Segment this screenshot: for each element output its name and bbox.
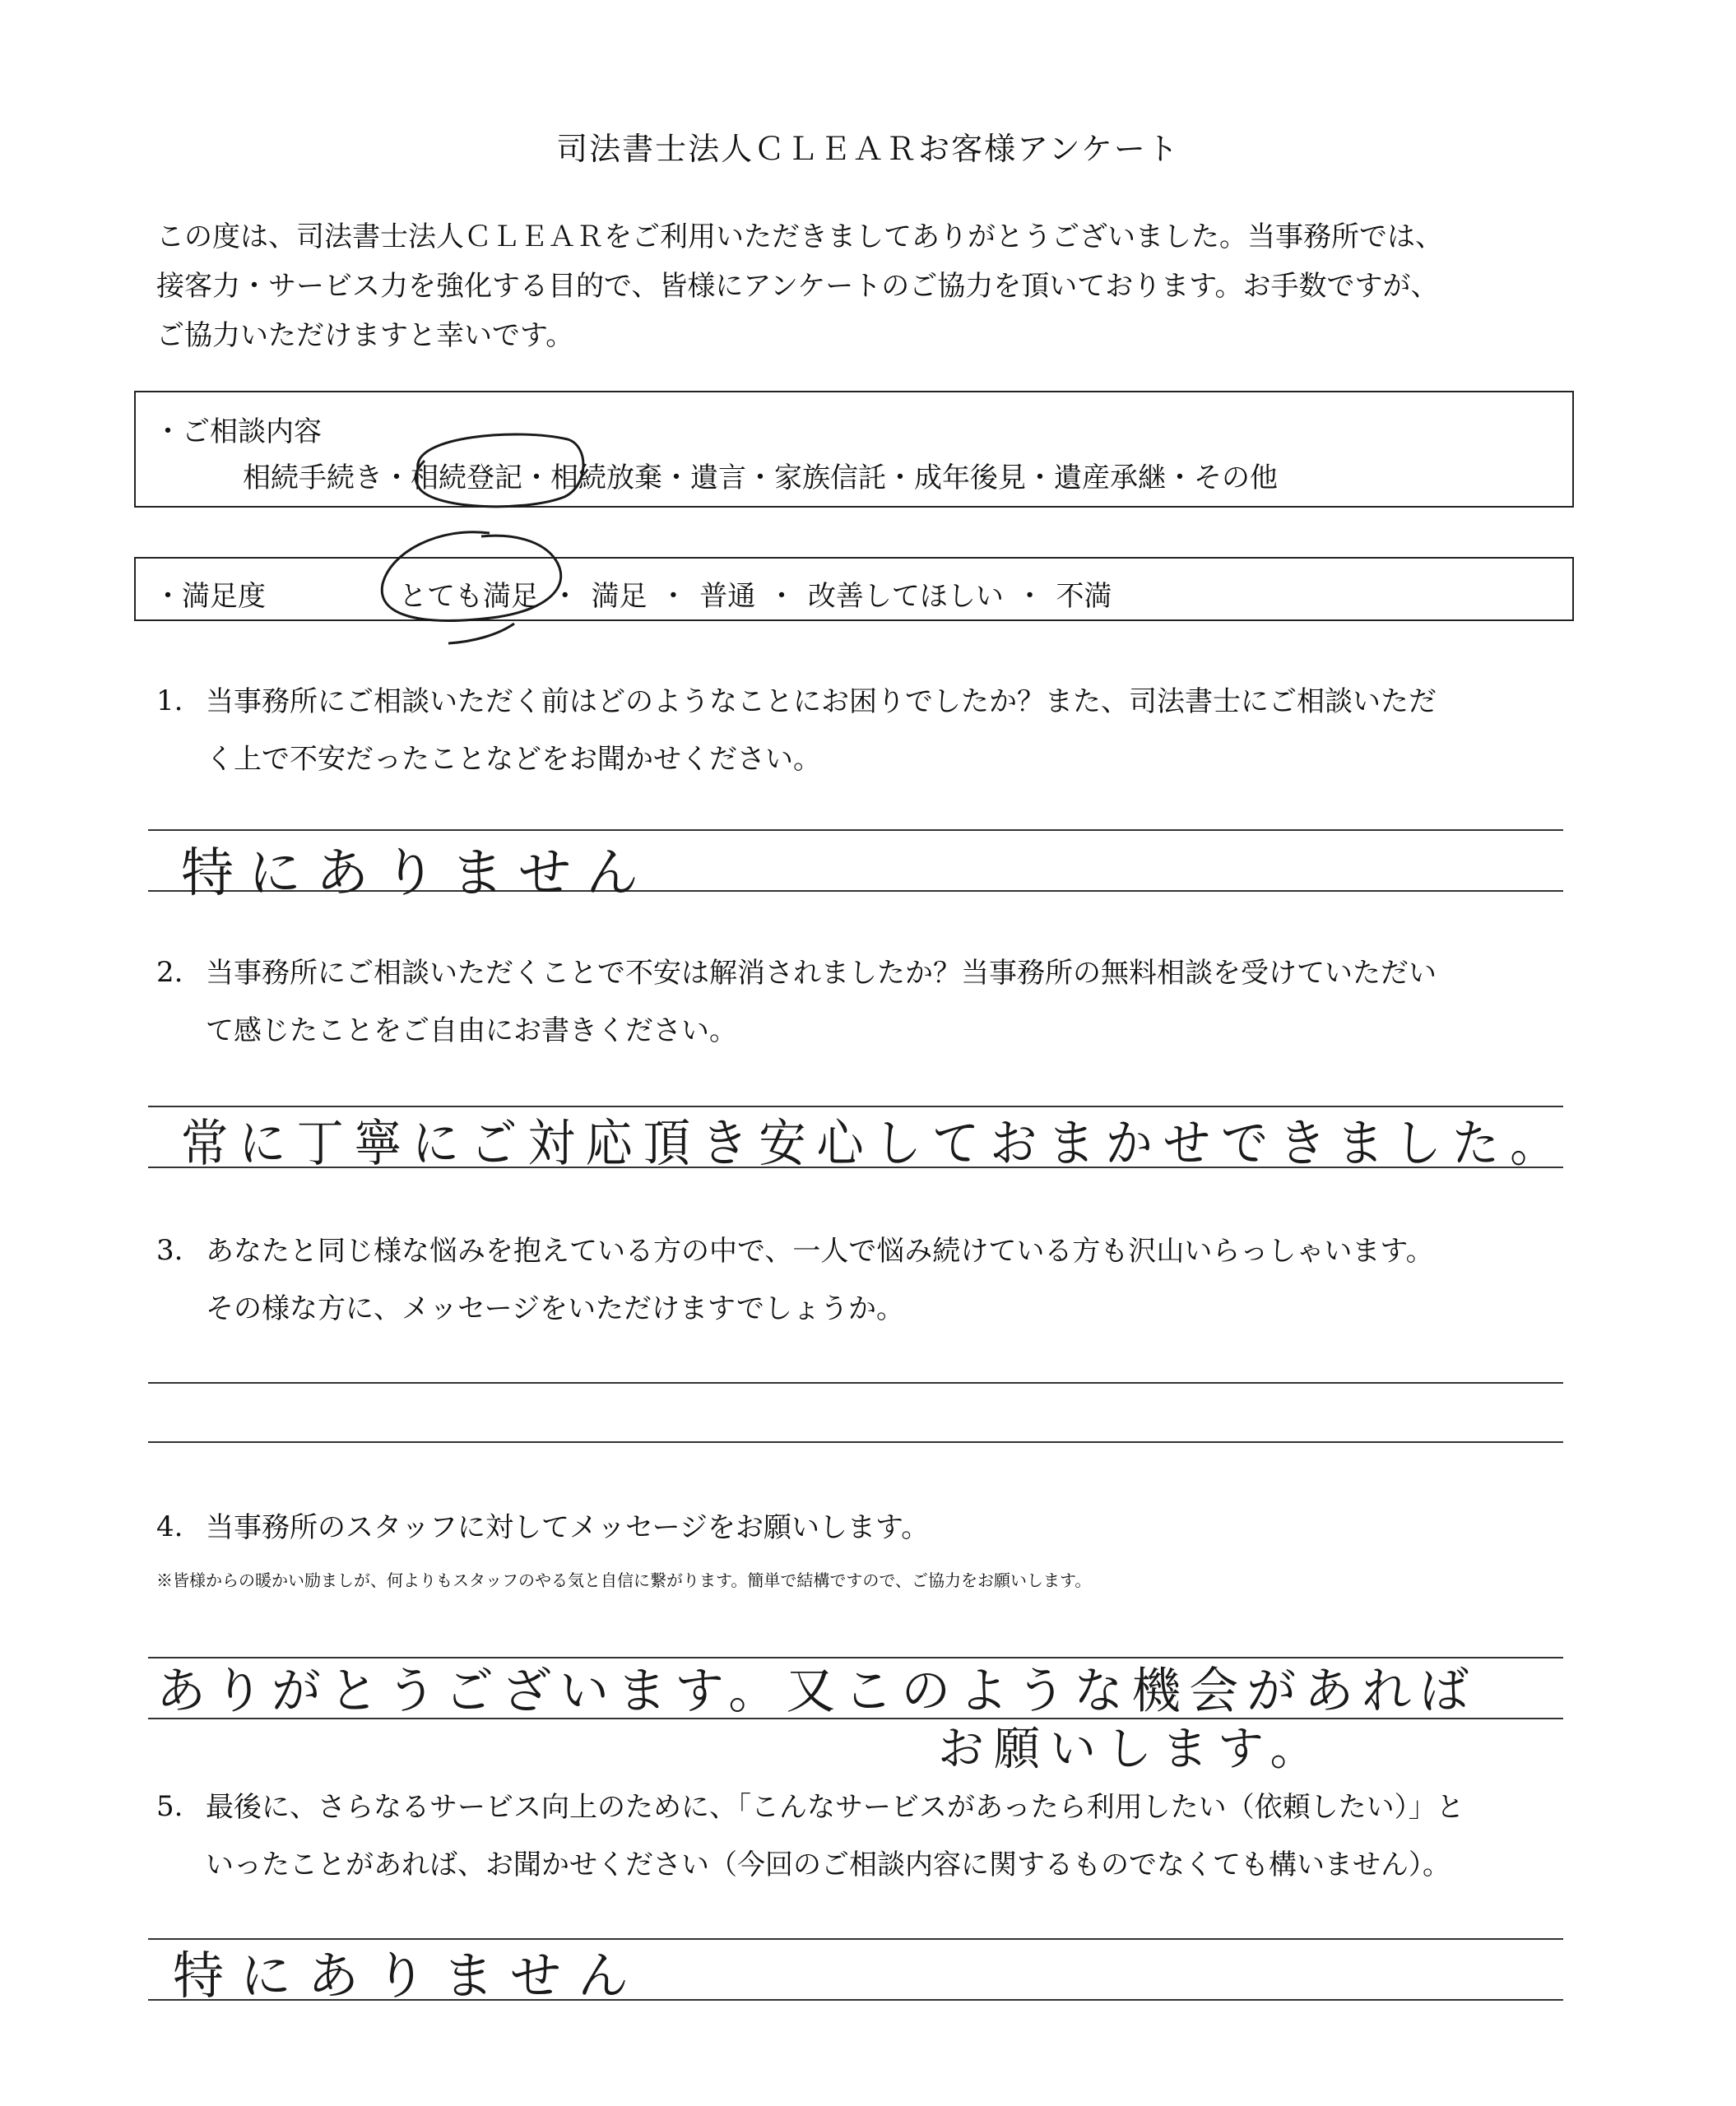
question-4-number: 4.	[156, 1510, 183, 1543]
satisfaction-selection-circle	[374, 526, 572, 650]
intro-line-1: この度は、司法書士法人ＣＬＥＡＲをご利用いただきましてありがとうございました。当事務所では、	[156, 220, 1443, 253]
question-1-number: 1.	[156, 684, 183, 717]
satisfaction-box	[134, 557, 1574, 621]
page-title: 司法書士法人ＣＬＥＡＲお客様アンケート	[556, 131, 1180, 167]
question-2-number: 2.	[156, 956, 183, 989]
question-2-line-1: 当事務所にご相談いただくことで不安は解消されましたか？当事務所の無料相談を受けていただい	[206, 957, 1437, 990]
question-4-note: ※皆様からの暖かい励ましが、何よりもスタッフのやる気と自信に繋がります。簡単で結構ですので、ご協力をお願いします。	[156, 1570, 1092, 1590]
answer-1-handwriting: 特にありません	[181, 843, 653, 904]
question-1-line-2: く上で不安だったことなどをお聞かせください。	[206, 743, 821, 776]
consultation-selection-circle	[403, 428, 592, 514]
answer-5-handwriting: 特にありません	[173, 1946, 646, 2006]
satisfaction-options: とても満足 ・ 満足 ・ 普通 ・ 改善してほしい ・ 不満	[399, 580, 1112, 613]
answer-2-handwriting: 常に丁寧にご対応頂き安心しておまかせできました。	[181, 1113, 1568, 1173]
question-2-line-2: て感じたことをご自由にお書きください。	[206, 1014, 737, 1047]
answer-3-line-top	[148, 1382, 1563, 1384]
intro-line-2: 接客力・サービス力を強化する目的で、皆様にアンケートのご協力を頂いております。お手数ですが、	[156, 270, 1439, 303]
question-3-line-1: あなたと同じ様な悩みを抱えている方の中で、一人で悩み続けている方も沢山いらっしゃいます。	[206, 1235, 1434, 1268]
intro-line-3: ご協力いただけますと幸いです。	[156, 319, 574, 352]
answer-3-line-bottom	[148, 1441, 1563, 1443]
answer-4-handwriting-line-1: ありがとうございます。又このような機会があれば	[156, 1663, 1478, 1720]
question-1-line-1: 当事務所にご相談いただく前はどのようなことにお困りでしたか？また、司法書士にご相談いただ	[206, 685, 1437, 718]
question-4-line-1: 当事務所のスタッフに対してメッセージをお願いします。	[206, 1511, 930, 1544]
question-5-line-1: 最後に、さらなるサービス向上のために、「こんなサービスがあったら利用したい（依頼したい）」と	[206, 1791, 1464, 1824]
question-3-line-2: その様な方に、メッセージをいただけますでしょうか。	[206, 1292, 904, 1325]
consultation-box	[134, 391, 1574, 508]
answer-4-handwriting-line-2: お願いします。	[938, 1723, 1326, 1776]
consultation-label: ・ご相談内容	[154, 415, 322, 448]
question-5-line-2: いったことがあれば、お聞かせください（今回のご相談内容に関するものでなくても構いません）。	[206, 1849, 1451, 1881]
satisfaction-label: ・満足度	[154, 580, 266, 613]
question-3-number: 3.	[156, 1234, 183, 1267]
question-5-number: 5.	[156, 1790, 183, 1823]
consultation-options: 相続手続き・相続登記・相続放棄・遺言・家族信託・成年後見・遺産承継・その他	[243, 462, 1278, 494]
